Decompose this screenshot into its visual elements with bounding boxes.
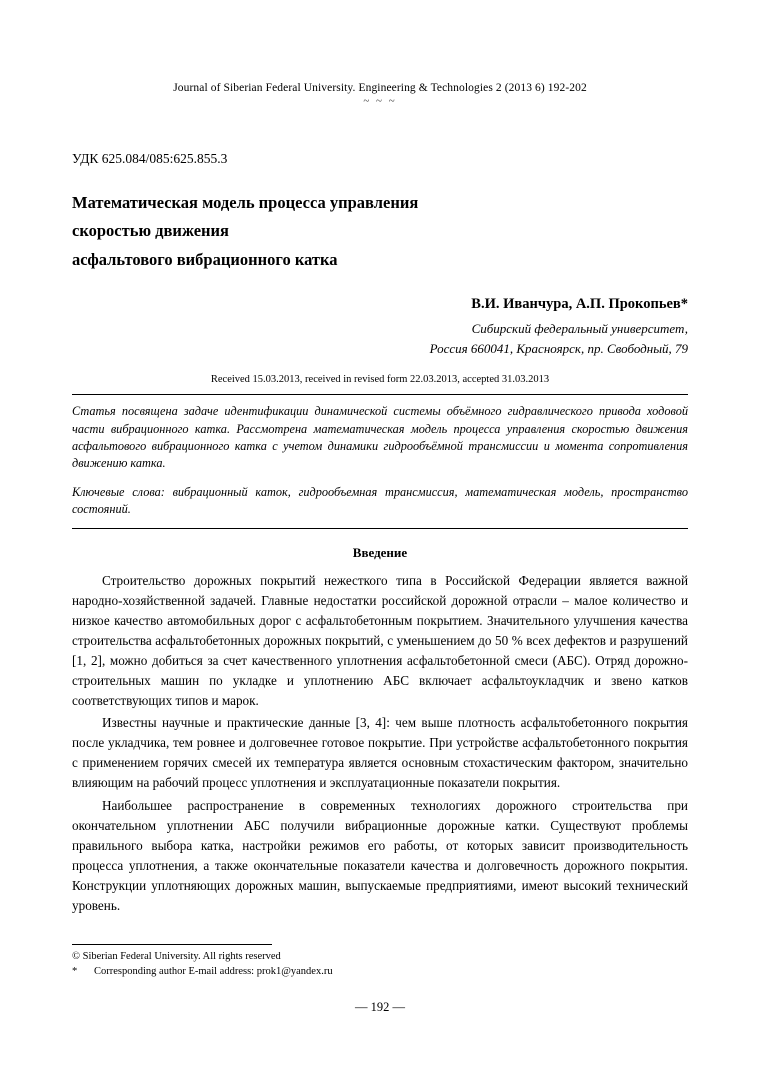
affiliation-line-1: Сибирский федеральный университет, <box>471 321 688 337</box>
affiliation <box>72 319 688 358</box>
page-number: — 192 — <box>355 1000 405 1014</box>
section-heading-introduction: Введение <box>352 544 408 560</box>
paragraph: Известны научные и практические данные [3, 4]: чем выше плотность асфальтобетонного покрытия после укладчика, тем ровнее и долговечнее готовое покрытие. При устройстве асфальтобетонного покрытия с применением горячих смесей их температура является основным стохастическим фактором, значительно влияющим на рабочий процесс уплотнения и эксплуатационные показатели покрытия. <box>72 715 688 791</box>
paragraph: Строительство дорожных покрытий нежесткого типа в Российской Федерации является важной народно-хозяйственной задачей. Главные недостатки российской дорожной отрасли – малое количество и низкое качество автомобильных дорог с асфальтобетонным покрытием. Значительного улучшения качества строительства асфальтобетонных дорожных покрытий, с уменьшением до 50 % всех дефектов и разрушений [1, 2], можно добиться за счет качественного уплотнения асфальтобетонной смеси (АБС). Отряд дорожно-строительных машин по укладке и уплотнению АБС включает асфальтоукладчик и звено катков соответствующих типов и марок. <box>72 572 688 709</box>
ornament-divider: ~ ~ ~ <box>363 95 397 107</box>
divider-above-abstract <box>72 394 688 395</box>
page-title-line-1: Математическая модель процесса управления <box>72 193 419 212</box>
footnote-corresponding <box>72 964 688 979</box>
page-title-line-3: асфальтового вибрационного катка <box>72 249 338 269</box>
footnote-corresponding-text: Corresponding author E-mail address: prok1@yandex.ru <box>94 966 333 978</box>
page-title-line-2: скоростью движения <box>72 221 229 241</box>
body-text <box>72 571 688 916</box>
footnote-divider <box>72 944 272 945</box>
journal-running-head: Journal of Siberian Federal University. Engineering & Technologies 2 (2013 6) 192-202 <box>173 82 587 94</box>
divider-below-keywords <box>72 528 688 529</box>
keywords-text: Ключевые слова: вибрационный каток, гидрообъемная трансмиссия, математическая модель, пространство состояний. <box>72 484 688 517</box>
footnote-copyright: © Siberian Federal University. All rights reserved <box>72 951 281 962</box>
author-list: В.И. Иванчура, А.П. Прокопьев* <box>471 296 688 313</box>
udc-code: УДК 625.084/085:625.855.3 <box>72 151 228 166</box>
paragraph: Наибольшее распространение в современных технологиях дорожного строительства при окончательном уплотнении АБС получили вибрационные дорожные катки. Существуют проблемы правильного выбора катка, настройки режимов его работы, от которых зависит производительность процесса уплотнения, а также окончательные показатели качества и долговечность дорожного покрытия. Конструкции уплотняющих дорожных машин, выпускаемые предприятиями, имеют высокий технический уровень. <box>72 797 688 913</box>
page-content <box>72 0 688 916</box>
footnote-area <box>72 944 688 979</box>
affiliation-line-2: Россия 660041, Красноярск, пр. Свободный, 79 <box>429 340 688 356</box>
footnote-star-marker: * <box>72 966 78 978</box>
received-dates: Received 15.03.2013, received in revised form 22.03.2013, accepted 31.03.2013 <box>210 374 550 386</box>
abstract-text: Статья посвящена задаче идентификации динамической системы объёмного гидравлического привода ходовой части вибрационного катка. Рассмотрена математическая модель процесса управления скоростью движения асфальтового вибрационного катка с учетом динамики гидрообъёмной трансмиссии и момента сопротивления движению катка. <box>72 404 688 471</box>
page-title <box>72 189 688 274</box>
